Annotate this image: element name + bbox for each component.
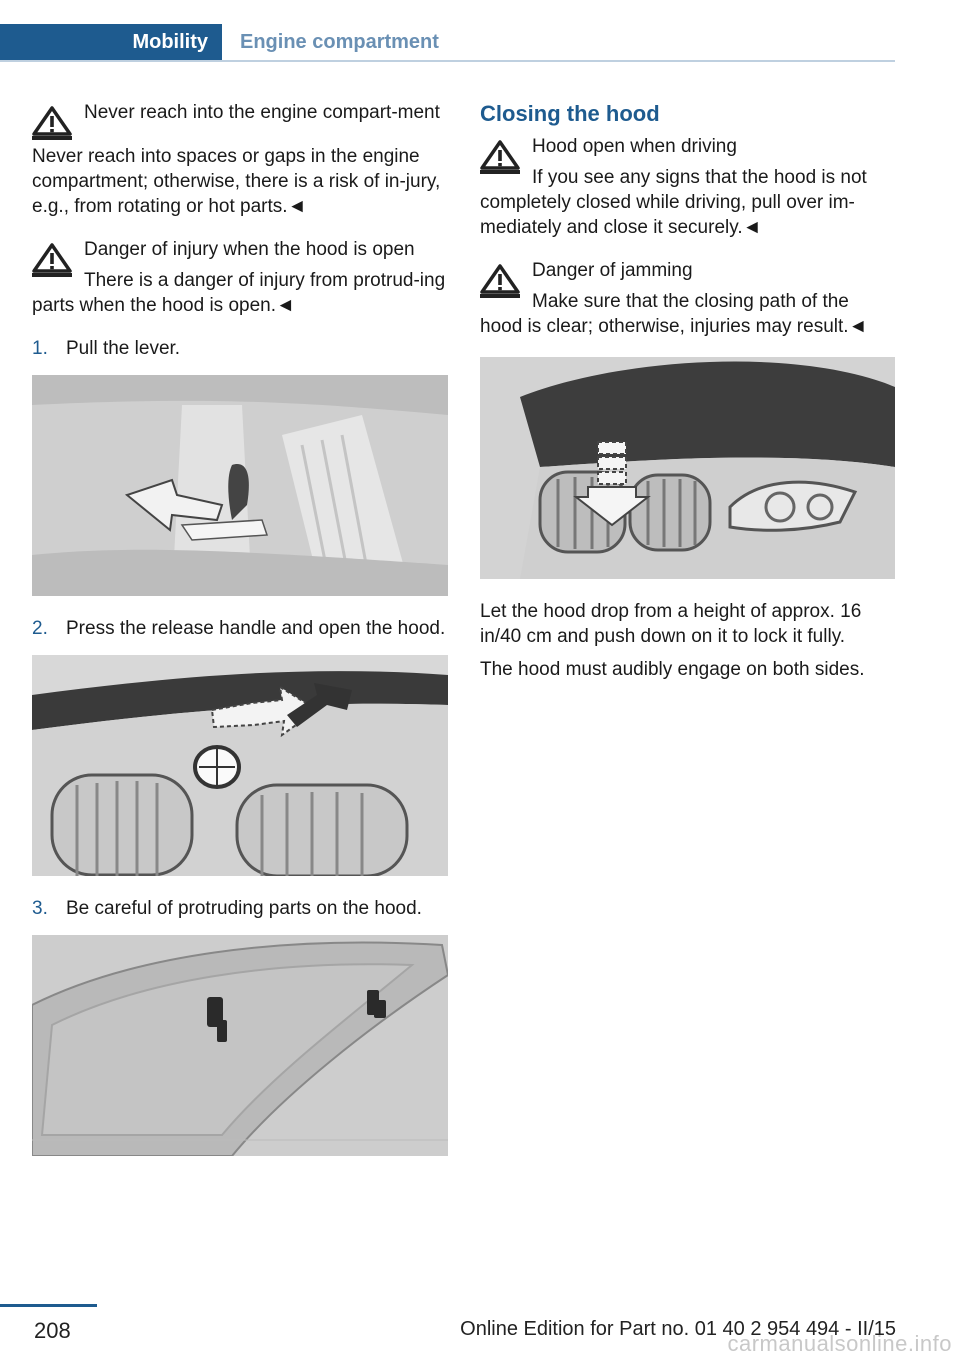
section-heading-closing-the-hood: Closing the hood: [480, 101, 660, 126]
warning-triangle-icon: [32, 243, 72, 277]
paragraph-engage-both-sides: The hood must audibly engage on both sides.: [480, 659, 865, 680]
step-2: [32, 616, 448, 641]
header-rule: [0, 60, 895, 62]
edition-info: Online Edition for Part no. 01 40 2 954 494 - II/15: [460, 1318, 896, 1340]
figure-release-handle: [32, 655, 448, 876]
warning-text: Make sure that the closing path of the hood is clear; otherwise, injuries may result.◄: [480, 291, 868, 337]
step-number: 1.: [32, 338, 48, 359]
figure-hood-underside: [32, 935, 448, 1156]
step-text: Press the release handle and open the hood.: [66, 618, 446, 639]
step-text: Be careful of protruding parts on the hood.: [66, 898, 422, 919]
page-header: [0, 24, 895, 62]
section-tab-engine-compartment[interactable]: Engine compartment: [240, 30, 439, 53]
warning-danger-of-jamming: [480, 258, 896, 339]
step-3: [32, 896, 448, 921]
left-column: [32, 100, 448, 1176]
warning-engine-compartment: [32, 100, 448, 219]
warning-title: Hood open when driving: [532, 136, 737, 157]
warning-text: If you see any signs that the hood is not completely closed while driving, pull over im-mediately and close it securely.◄: [480, 167, 867, 238]
step-text: Pull the lever.: [66, 338, 181, 359]
warning-triangle-icon: [480, 264, 520, 298]
warning-text: Never reach into spaces or gaps in the engine compartment; otherwise, there is a risk of in-jury, e.g., from rotating or hot parts.◄: [32, 146, 441, 217]
page-number: 208: [34, 1318, 71, 1343]
warning-title: Never reach into the engine compart-ment: [84, 102, 440, 123]
step-1: [32, 336, 448, 361]
figure-hood-closing: [480, 357, 895, 579]
watermark: carmanualsonline.info: [727, 1331, 952, 1356]
warning-text: There is a danger of injury from protrud-ing parts when the hood is open.◄: [32, 270, 446, 316]
warning-title: Danger of injury when the hood is open: [84, 239, 415, 260]
step-number: 2.: [32, 618, 48, 639]
figure-hood-release-lever: [32, 375, 448, 596]
warning-title: Danger of jamming: [532, 260, 693, 281]
paragraph-drop-height: Let the hood drop from a height of approx. 16 in/40 cm and push down on it to lock it fully.: [480, 601, 862, 647]
right-column: [480, 100, 896, 682]
warning-hood-open-driving: [480, 134, 896, 240]
warning-triangle-icon: [32, 106, 72, 140]
section-tab-mobility[interactable]: Mobility: [0, 24, 222, 60]
step-number: 3.: [32, 898, 48, 919]
footer-rule: [0, 1304, 97, 1307]
warning-hood-open-injury: [32, 237, 448, 318]
warning-triangle-icon: [480, 140, 520, 174]
